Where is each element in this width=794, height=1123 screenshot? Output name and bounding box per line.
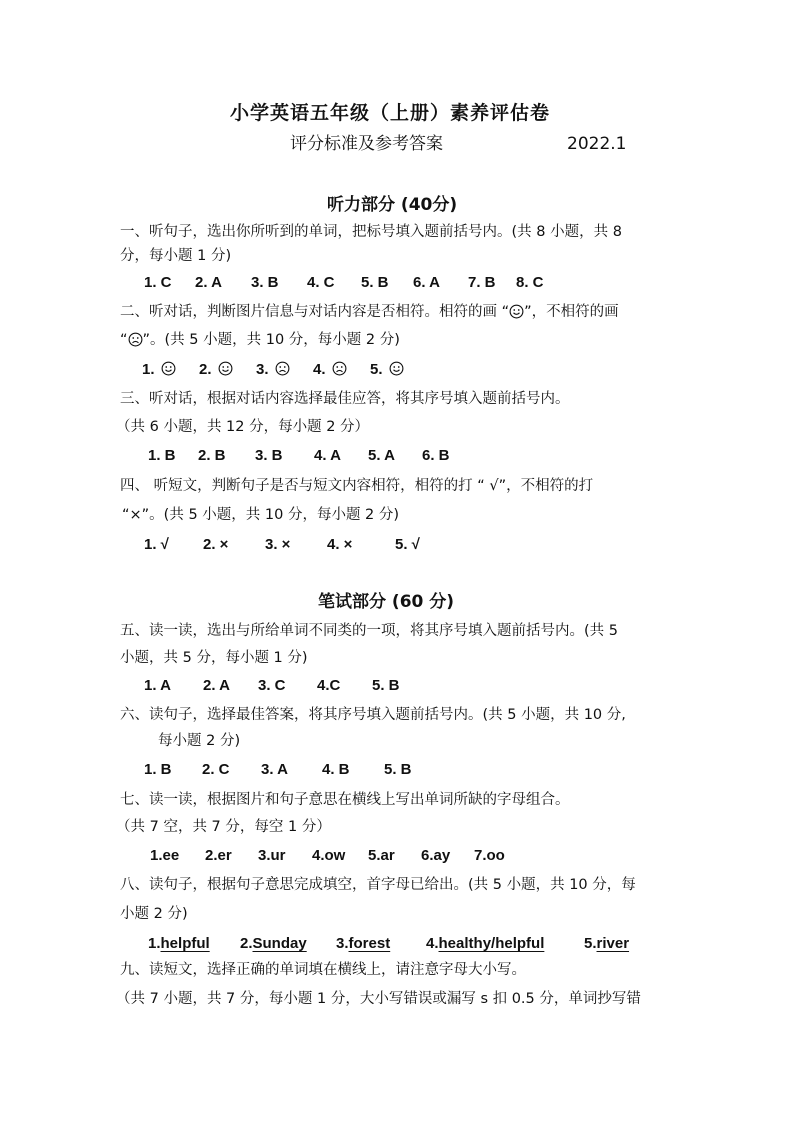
answer: 3. × [265, 536, 291, 553]
answer [240, 934, 336, 954]
q4-instruction-line1: 四、 听短文，判断句子是否与短文内容相符，相符的打 “ √”，不相符的打 [120, 478, 594, 494]
answer: 3. C [258, 677, 286, 694]
answer: 1.ee [150, 847, 180, 864]
answer: 2. A [203, 677, 230, 694]
q8-answers [148, 934, 629, 954]
written-heading: 笔试部分 (60 分) [318, 592, 455, 612]
answer: 6.ay [421, 847, 451, 864]
answer: 3. A [261, 761, 288, 778]
answer-item [256, 360, 313, 380]
q2-text-d: ”。(共 5 小题，共 10 分，每小题 2 分) [142, 332, 400, 348]
answer-label: 4. [313, 361, 326, 378]
q7-instruction-line2: （共 7 空，共 7 分，每空 1 分） [116, 819, 331, 835]
answer: 3. B [251, 274, 279, 291]
answer-word: river [596, 935, 630, 952]
q4-answers [144, 535, 420, 555]
q1-instruction-line2: 分，每小题 1 分) [120, 248, 232, 264]
answer: 7. B [468, 274, 496, 291]
answer-item [313, 360, 370, 380]
q2-text-c: “ [120, 332, 128, 348]
answer-item [199, 360, 256, 380]
answer-number: 1. [148, 935, 161, 952]
frown-icon [275, 361, 290, 376]
q7-answers [150, 846, 505, 866]
frown-icon [332, 361, 347, 376]
answer-label: 3. [256, 361, 269, 378]
document-title: 小学英语五年级（上册）素养评估卷 [230, 102, 551, 124]
q6-instruction-line2: 每小题 2 分) [158, 733, 241, 749]
answer-number: 5. [584, 935, 597, 952]
answer: 4. × [327, 536, 353, 553]
answer-label: 2. [199, 361, 212, 378]
document-date: 2022.1 [567, 134, 627, 154]
q2-instruction-line2 [120, 330, 400, 350]
q6-instruction-line1: 六、读句子，选择最佳答案，将其序号填入题前括号内。(共 5 小题，共 10 分, [120, 707, 626, 723]
q9-instruction-line2: （共 7 小题，共 7 分，每小题 1 分，大小写错误或漏写 s 扣 0.5 分，单词抄写错 [116, 991, 641, 1007]
q1-answers [144, 273, 544, 293]
document-subtitle: 评分标准及参考答案 [290, 134, 443, 154]
answer-word: Sunday [252, 935, 307, 952]
smile-icon [218, 361, 233, 376]
answer: 5. A [368, 447, 395, 464]
q8-instruction-line2: 小题 2 分) [120, 906, 188, 922]
q7-instruction-line1: 七、读一读，根据图片和句子意思在横线上写出单词所缺的字母组合。 [120, 792, 570, 808]
answer-word: forest [348, 935, 391, 952]
answer: 1. √ [144, 536, 169, 553]
q3-answers [148, 446, 450, 466]
answer-word: healthy/helpful [438, 935, 545, 952]
answer: 2.er [205, 847, 232, 864]
answer: 4.ow [312, 847, 346, 864]
listening-heading: 听力部分 (40分) [327, 195, 458, 215]
q2-text-b: ”，不相符的画 [524, 304, 619, 320]
answer: 2. B [198, 447, 226, 464]
q5-instruction-line2: 小题，共 5 分，每小题 1 分) [120, 650, 308, 666]
answer: 5. B [361, 274, 389, 291]
answer-label: 5. [370, 361, 383, 378]
answer-item [370, 360, 404, 380]
q5-answers [144, 676, 400, 696]
answer-number: 2. [240, 935, 253, 952]
answer-label: 1. [142, 361, 155, 378]
q3-instruction-line1: 三、听对话，根据对话内容选择最佳应答，将其序号填入题前括号内。 [120, 391, 570, 407]
answer: 3. B [255, 447, 283, 464]
q2-instruction-line1 [120, 302, 619, 322]
answer: 1. C [144, 274, 172, 291]
q5-instruction-line1: 五、读一读，选出与所给单词不同类的一项，将其序号填入题前括号内。(共 5 [120, 623, 618, 639]
answer: 1. B [144, 761, 172, 778]
answer: 4. B [322, 761, 350, 778]
answer-word: helpful [160, 935, 210, 952]
answer: 7.oo [474, 847, 505, 864]
q9-instruction-line1: 九、读短文，选择正确的单词填在横线上，请注意字母大小写。 [120, 962, 526, 978]
answer: 2. A [195, 274, 222, 291]
answer: 5. B [384, 761, 412, 778]
answer [148, 934, 240, 954]
answer: 5. √ [395, 536, 420, 553]
answer: 2. C [202, 761, 230, 778]
frown-icon [128, 332, 143, 347]
answer: 4.C [317, 677, 341, 694]
answer: 8. C [516, 274, 544, 291]
smile-icon [389, 361, 404, 376]
answer: 6. A [413, 274, 440, 291]
q2-answers [142, 360, 404, 380]
answer: 4. A [314, 447, 341, 464]
answer [584, 934, 629, 954]
q3-instruction-line2: （共 6 小题，共 12 分，每小题 2 分） [116, 419, 370, 435]
answer: 4. C [307, 274, 335, 291]
answer [426, 934, 584, 954]
answer [336, 934, 426, 954]
answer-number: 3. [336, 935, 349, 952]
answer-number: 4. [426, 935, 439, 952]
q4-instruction-line2: “×”。(共 5 小题，共 10 分，每小题 2 分) [122, 507, 400, 523]
answer: 2. × [203, 536, 229, 553]
answer: 6. B [422, 447, 450, 464]
answer: 3.ur [258, 847, 286, 864]
answer: 5.ar [368, 847, 395, 864]
answer: 5. B [372, 677, 400, 694]
smile-icon [161, 361, 176, 376]
smile-icon [509, 304, 524, 319]
q6-answers [144, 760, 412, 780]
q8-instruction-line1: 八、读句子，根据句子意思完成填空，首字母已给出。(共 5 小题，共 10 分，每 [120, 877, 636, 893]
answer-item [142, 360, 199, 380]
q1-instruction-line1: 一、听句子，选出你所听到的单词，把标号填入题前括号内。(共 8 小题，共 8 [120, 224, 622, 240]
answer: 1. A [144, 677, 171, 694]
q2-text-a: 二、听对话，判断图片信息与对话内容是否相符。相符的画 “ [120, 304, 510, 320]
answer: 1. B [148, 447, 176, 464]
